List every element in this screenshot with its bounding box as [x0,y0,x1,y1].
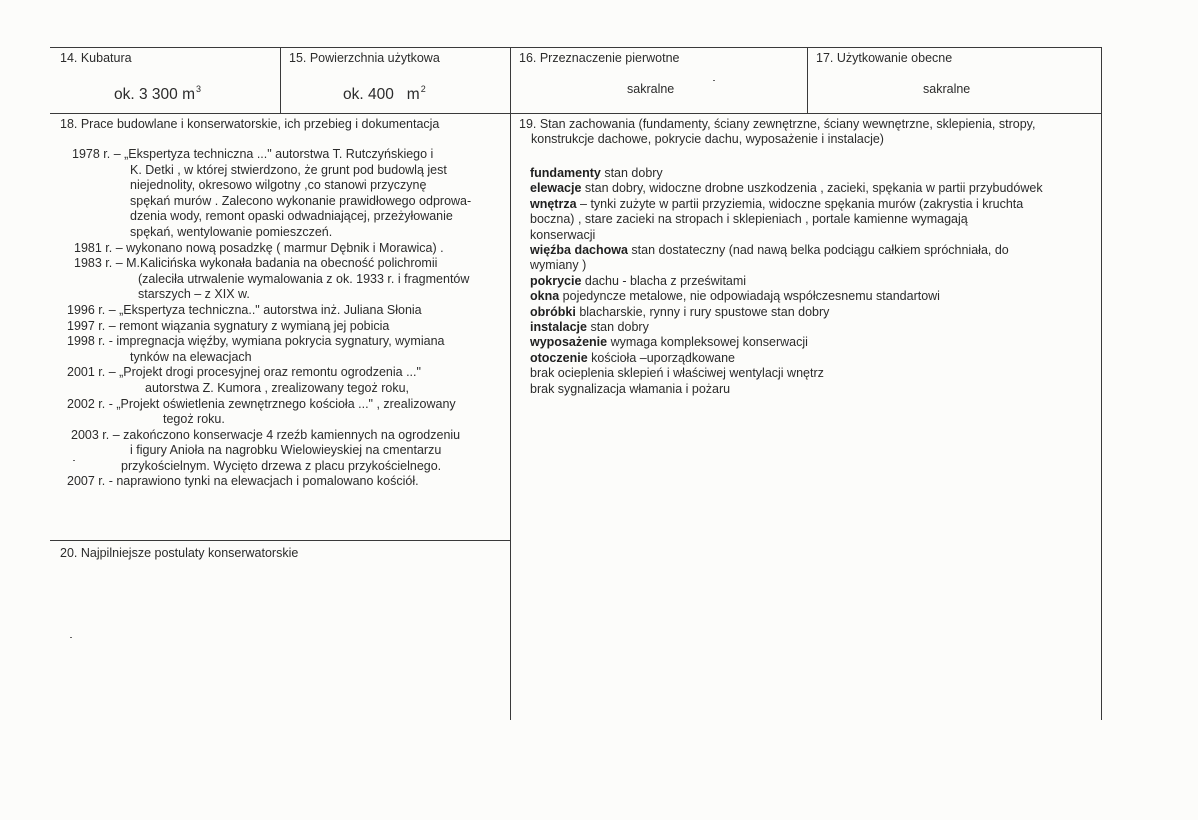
history-line: 1996 r. – „Ekspertyza techniczna.." autorstwa inż. Juliana Słonia [67,302,422,317]
history-line: 1981 r. – wykonano nową posadzkę ( marmur Dębnik i Morawica) . [74,240,444,255]
condition-desc: boczna) , stare zacieki na stropach i sklepieniach , portale kamienne wymagają [530,212,968,227]
history-line: 1978 r. – „Ekspertyza techniczna ..." autorstwa T. Rutczyńskiego i [72,147,434,161]
section-19-title: 19. Stan zachowania (fundamenty, ściany zewnętrzne, ściany wewnętrzne, sklepienia, stropy, [519,117,1036,131]
condition-term: pokrycie [530,273,582,288]
condition-item [530,305,1100,320]
condition-desc: pojedyncze metalowe, nie odpowiadają współczesnemu standartowi [559,289,940,304]
condition-term: obróbki [530,304,576,319]
condition-desc: brak sygnalizacja włamania i pożaru [530,381,731,396]
condition-desc: kościoła –uporządkowane [587,350,735,365]
condition-desc: blacharskie, rynny i rury spustowe stan dobry [575,304,830,319]
history-line: 1998 r. - impregnacja więźby, wymiana pokrycia sygnatury, wymiana [67,334,445,349]
condition-term: elewacje [530,181,582,196]
history-line: 1997 r. – remont wiązania sygnatury z wymianą jej pobicia [67,318,390,333]
history-line: i figury Anioła na nagrobku Wielowieyskiej na cmentarzu [130,443,442,458]
powierzchnia-label: 15. Powierzchnia użytkowa [289,51,440,65]
condition-item [530,382,1100,397]
przeznaczenie-value: sakralne [627,82,675,96]
condition-term: fundamenty [530,166,601,180]
condition-term: instalacje [530,320,587,335]
top-rule [50,47,1102,48]
history-line: 2002 r. - „Projekt oświetlenia zewnętrznego kościoła ..." , zrealizowany [67,396,456,411]
section-20-title: 20. Najpilniejsze postulaty konserwatorskie [60,546,299,560]
condition-desc: stan dobry [600,166,663,180]
powierzchnia-exponent: 2 [420,84,426,94]
condition-item [530,197,1100,212]
history-line: spękań murów . Zalecono wykonanie prawidłowego odprowa- [130,193,472,208]
history-line: K. Detki , w której stwierdzono, że grunt pod budowlą jest [130,162,447,177]
scan-speck [713,80,715,81]
history-line: 2007 r. - naprawiono tynki na elewacjach i pomalowano kościół. [67,474,419,489]
history-line: spękań, wentylowanie pomieszczeń. [130,224,333,239]
condition-term: wnętrza [530,196,577,211]
condition-desc: brak ocieplenia sklepień i właściwej wentylacji wnętrz [530,366,824,381]
condition-item [530,289,1100,304]
section-18-title: 18. Prace budowlane i konserwatorskie, ich przebieg i dokumentacja [60,117,440,131]
condition-term: więźba dachowa [530,243,628,258]
history-line: (zaleciła utrwalenie wymalowania z ok. 1933 r. i fragmentów [138,271,470,286]
history-line: starszych – z XIX w. [138,287,250,302]
divider-16-17 [807,47,808,113]
history-line: 1983 r. – M.Kalicińska wykonała badania na obecność polichromii [74,256,438,271]
powierzchnia-value [343,80,426,104]
condition-item [530,243,1100,258]
condition-desc: stan dobry [586,320,649,335]
condition-desc: – tynki zużyte w partii przyziemia, widoczne spękania murów (zakrystia i kruchta [576,196,1024,211]
section-19-title-cont: konstrukcje dachowe, pokrycie dachu, wyposażenie i instalacje) [531,132,884,146]
condition-desc: dachu - blacha z prześwitami [581,273,747,288]
works-history [0,147,471,490]
main-divider [510,47,511,720]
condition-term: otoczenie [530,350,588,365]
condition-item [530,366,1100,381]
condition-item [530,228,1100,243]
przeznaczenie-label: 16. Przeznaczenie pierwotne [519,51,680,65]
history-line: 2001 r. – „Projekt drogi procesyjnej oraz remontu ogrodzenia ..." [67,365,421,380]
condition-item [530,212,1100,227]
divider-14-15 [280,47,281,113]
history-line: tynków na elewacjach [130,349,252,364]
condition-item [530,181,1100,196]
uzytkowanie-value: sakralne [923,82,971,96]
history-line: niejednolity, okresowo wilgotny ,co stanowi przyczynę [130,178,427,193]
header-bottom-rule [50,113,1102,114]
section-18-bottom-rule [50,540,510,541]
kubatura-number: ok. 3 300 m [114,86,195,103]
history-line: dzenia wody, remont opaski odwadniającej, przeżyłowanie [130,209,453,224]
condition-term: okna [530,289,560,304]
condition-list [530,166,1100,397]
uzytkowanie-label: 17. Użytkowanie obecne [816,51,953,65]
condition-desc: wymaga kompleksowej konserwacji [607,335,808,350]
condition-item [530,166,1100,181]
right-edge-rule [1101,47,1102,720]
history-line: 2003 r. – zakończono konserwacje 4 rzeźb kamiennych na ogrodzeniu [71,427,461,442]
history-line: tegoż roku. [163,412,225,427]
history-line: przykościelnym. Wycięto drzewa z placu przykościelnego. [121,458,442,473]
condition-desc: wymiany ) [530,258,587,273]
kubatura-value [114,80,201,104]
condition-desc: stan dostateczny (nad nawą belka podciągu całkiem spróchniała, do [627,243,1009,258]
condition-item [530,335,1100,350]
history-line: autorstwa Z. Kumora , zrealizowany tegoż roku, [145,380,410,395]
condition-item [530,351,1100,366]
condition-desc: konserwacji [530,227,596,242]
powierzchnia-number: ok. 400 m [343,86,420,103]
kubatura-label: 14. Kubatura [60,51,132,65]
kubatura-exponent: 3 [196,84,202,94]
condition-item [530,258,1100,273]
scan-speck [70,637,72,638]
condition-term: wyposażenie [530,335,608,350]
condition-item [530,320,1100,335]
scan-speck [73,460,75,461]
condition-desc: stan dobry, widoczne drobne uszkodzenia , zacieki, spękania w partii przybudówek [581,181,1043,196]
condition-item [530,274,1100,289]
